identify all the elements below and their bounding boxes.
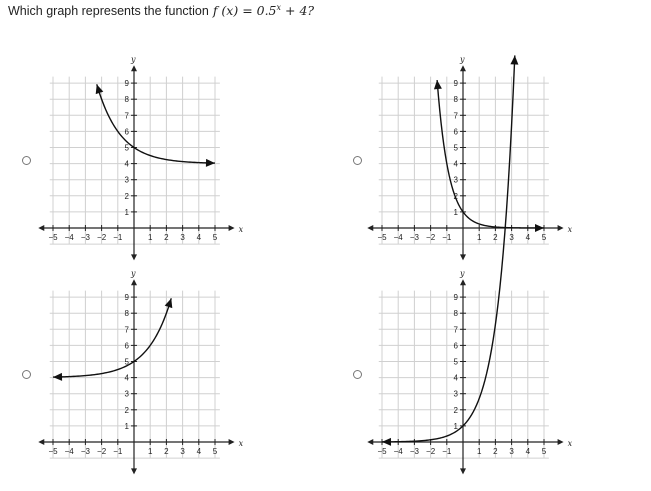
x-tick-label: 4 — [196, 447, 202, 456]
y-tick-label: 2 — [124, 405, 129, 415]
x-tick-label: −2 — [426, 233, 436, 242]
function-tail: + 4? — [281, 3, 315, 19]
x-axis-arrow-right — [558, 439, 564, 445]
y-tick-label: 9 — [124, 293, 129, 303]
x-tick-label: −2 — [97, 233, 107, 242]
y-tick-label: 9 — [453, 79, 458, 89]
y-tick-label: 5 — [453, 143, 458, 153]
y-tick-label: 5 — [124, 143, 129, 153]
y-tick-label: 1 — [453, 421, 458, 431]
y-tick-label: 8 — [453, 309, 458, 319]
y-tick-label: 7 — [453, 325, 458, 335]
y-tick-label: 8 — [124, 309, 129, 319]
y-tick-label: 6 — [453, 127, 458, 137]
y-axis-label: y — [131, 269, 136, 279]
y-tick-label: 6 — [124, 341, 129, 351]
x-tick-label: −4 — [64, 233, 74, 242]
y-tick-label: 3 — [453, 389, 458, 399]
y-axis-label: y — [131, 55, 136, 65]
x-tick-label: −3 — [409, 447, 419, 456]
question-prefix: Which graph represents the function — [8, 4, 209, 19]
curve-arrow-start — [382, 438, 391, 446]
grid — [379, 291, 549, 458]
x-axis-label: x — [238, 225, 244, 234]
y-tick-label: 2 — [453, 405, 458, 415]
y-tick-label: 5 — [124, 357, 129, 367]
x-tick-label: −1 — [442, 233, 452, 242]
function-name: f (x) = 0.5 — [212, 3, 277, 19]
x-tick-label: 1 — [476, 233, 482, 242]
y-tick-label: 7 — [124, 325, 129, 335]
x-tick-label: −2 — [97, 447, 107, 456]
x-tick-label: 4 — [525, 447, 531, 456]
y-tick-label: 4 — [124, 159, 129, 169]
y-tick-label: 6 — [453, 341, 458, 351]
y-tick-label: 7 — [453, 111, 458, 121]
x-tick-label: 2 — [493, 447, 498, 456]
x-tick-label: 5 — [541, 447, 547, 456]
x-tick-label: −1 — [442, 447, 452, 456]
x-tick-label: 2 — [164, 233, 169, 242]
y-tick-label: 7 — [124, 111, 129, 121]
y-axis-label: y — [460, 269, 465, 279]
x-tick-label: −3 — [80, 233, 90, 242]
x-tick-label: 3 — [509, 447, 514, 456]
x-tick-label: −5 — [377, 447, 387, 456]
x-tick-label: −4 — [64, 447, 74, 456]
y-tick-label: 2 — [453, 191, 458, 201]
x-axis-label: x — [567, 439, 573, 448]
y-tick-label: 1 — [124, 421, 129, 431]
x-tick-label: −1 — [113, 233, 123, 242]
y-tick-label: 9 — [453, 293, 458, 303]
curve-arrow-end — [510, 55, 518, 64]
x-tick-label: 1 — [147, 233, 153, 242]
x-tick-label: −3 — [80, 447, 90, 456]
x-tick-label: 5 — [212, 447, 218, 456]
x-tick-label: −3 — [409, 233, 419, 242]
x-tick-label: −5 — [48, 447, 58, 456]
y-tick-label: 3 — [453, 175, 458, 185]
x-tick-label: −5 — [377, 233, 387, 242]
x-axis-label: x — [567, 225, 573, 234]
x-tick-label: 5 — [541, 233, 547, 242]
x-axis-arrow-left — [367, 439, 373, 445]
x-tick-label: 1 — [476, 447, 482, 456]
y-axis-arrow-down — [460, 468, 466, 474]
x-tick-label: 3 — [509, 233, 514, 242]
y-tick-label: 8 — [453, 95, 458, 105]
y-tick-label: 1 — [124, 207, 129, 217]
x-tick-label: 2 — [493, 233, 498, 242]
function-exponent: x — [276, 3, 282, 12]
x-axis-label: x — [238, 439, 244, 448]
y-tick-label: 3 — [124, 175, 129, 185]
x-tick-label: −1 — [113, 447, 123, 456]
x-tick-label: 3 — [180, 233, 185, 242]
y-tick-label: 4 — [124, 373, 129, 383]
x-tick-label: 2 — [164, 447, 169, 456]
y-axis-arrow-up — [460, 279, 466, 285]
y-tick-label: 6 — [124, 127, 129, 137]
y-tick-label: 9 — [124, 79, 129, 89]
y-tick-label: 5 — [453, 357, 458, 367]
y-tick-label: 3 — [124, 389, 129, 399]
y-axis-label: y — [460, 55, 465, 65]
x-tick-label: −4 — [393, 233, 403, 242]
x-tick-label: 1 — [147, 447, 153, 456]
x-tick-label: −5 — [48, 233, 58, 242]
y-tick-label: 4 — [453, 159, 458, 169]
y-tick-label: 4 — [453, 373, 458, 383]
x-tick-label: −4 — [393, 447, 403, 456]
x-tick-label: 3 — [180, 447, 185, 456]
y-tick-label: 1 — [453, 207, 458, 217]
x-tick-label: −2 — [426, 447, 436, 456]
y-tick-label: 8 — [124, 95, 129, 105]
x-tick-label: 4 — [196, 233, 202, 242]
x-tick-label: 5 — [212, 233, 218, 242]
y-tick-label: 2 — [124, 191, 129, 201]
x-tick-label: 4 — [525, 233, 531, 242]
